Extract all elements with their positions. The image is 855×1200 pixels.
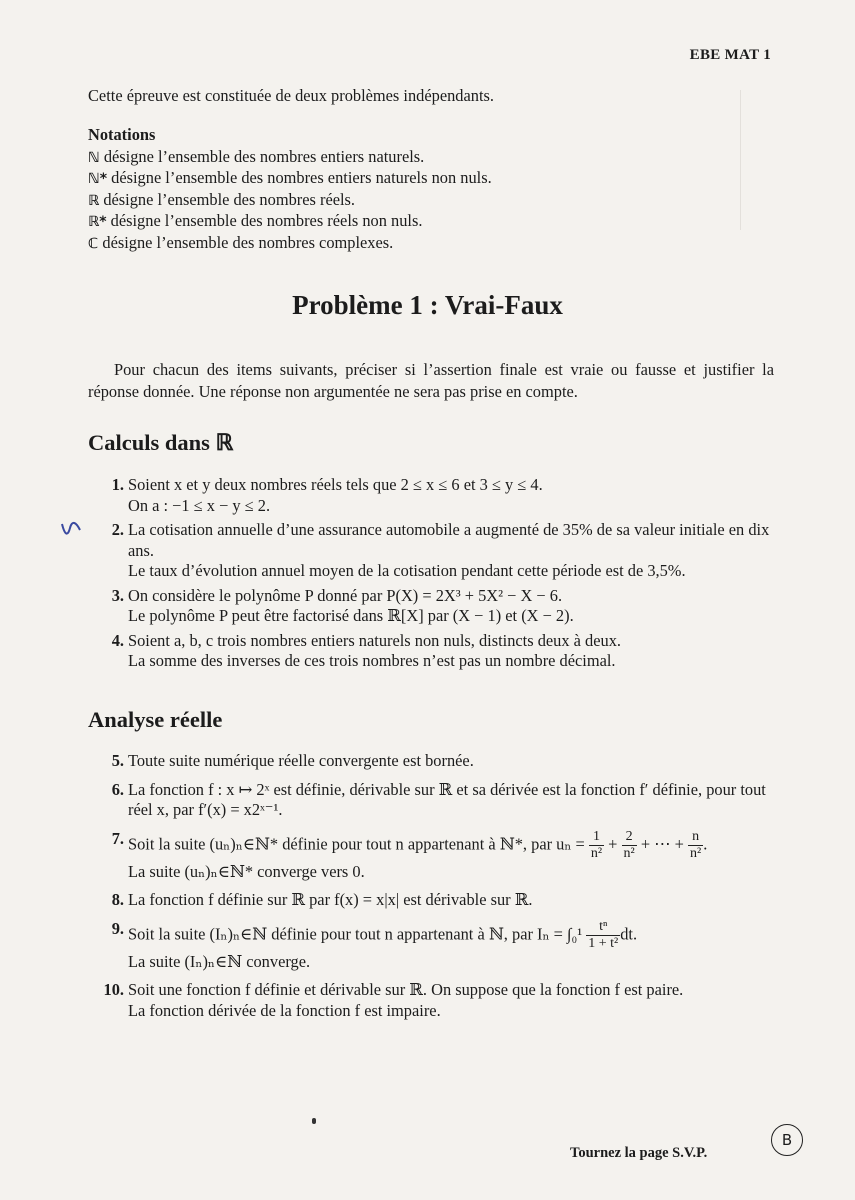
items-calculs — [88, 475, 778, 672]
list-item: 5. Toute suite numérique réelle convergente est bornée. — [111, 751, 474, 770]
problem-title: Problème 1 : Vrai-Faux — [292, 290, 563, 320]
handwritten-mark-icon — [60, 520, 82, 538]
list-item: 3. On considère le polynôme P donné par P(X) = 2X³ + 5X² − X − 6. Le polynôme P peut être factorisé dans ℝ[X] par (X − 1) et (X − 2). — [111, 585, 574, 625]
ink-speck — [312, 1118, 316, 1124]
list-item: 4. Soient a, b, c trois nombres entiers naturels non nuls, distincts deux à deux. La somme des inverses de ces trois nombres n’est pas un nombre décimal. — [111, 630, 621, 670]
exam-code: EBE MAT 1 — [689, 47, 771, 63]
list-item: 6. La fonction f : x ↦ 2ˣ est définie, dérivable sur ℝ et sa dérivée est la fonction f′ définie, pour tout réel x, par f′(x) = x2ˣ⁻¹. — [111, 779, 766, 819]
list-item: 10. Soit une fonction f définie et dérivable sur ℝ. On suppose que la fonction f est paire. La fonction dérivée de la fonction f est impaire. — [103, 980, 684, 1020]
list-item: 8. La fonction f définie sur ℝ par f(x) = x|x| est dérivable sur ℝ. — [111, 890, 533, 909]
problem-instructions: Pour chacun des items suivants, préciser si l’assertion finale est vraie ou fausse et justifier la réponse donnée. Une réponse non argumentée ne sera pas prise en compte. — [88, 360, 774, 401]
notation-line: ℕ* désigne l’ensemble des nombres entiers naturels non nuls. — [88, 168, 492, 187]
list-item: 9. Soit la suite (Iₙ)ₙ∈ℕ définie pour tout n appartenant à ℕ, par Iₙ = ∫₀¹ $\frac{\text{tⁿ}}{\text{1 + t²}}$ dt. La suite (Iₙ)ₙ∈ℕ converge. — [111, 918, 638, 971]
intro-text: Cette épreuve est constituée de deux problèmes indépendants. — [88, 86, 494, 105]
notation-line: ℂ désigne l’ensemble des nombres complexes. — [88, 232, 394, 252]
notations-title: Notations — [88, 125, 156, 144]
notation-line: ℝ* désigne l’ensemble des nombres réels non nuls. — [88, 211, 423, 230]
footer-turn-page: Tournez la page S.V.P. — [570, 1145, 708, 1161]
page-badge: B — [771, 1124, 803, 1156]
notation-line: ℝ désigne l’ensemble des nombres réels. — [88, 189, 356, 209]
notation-line: ℕ désigne l’ensemble des nombres entiers naturels. — [88, 146, 425, 166]
section-calculs: Calculs dans ℝ — [88, 430, 234, 455]
items-analyse — [88, 751, 778, 1021]
list-item: 2. La cotisation annuelle d’une assurance automobile a augmenté de 35% de sa valeur initiale en dix ans. Le taux d’évolution annuel moyen de la cotisation pendant cette période est de 3,5%. — [111, 520, 770, 580]
list-item: 7. Soit la suite (uₙ)ₙ∈ℕ* définie pour tout n appartenant à ℕ*, par uₙ = $\frac{1}{\text{n²}}$ + $\frac{2}{\text{n²}}$ + ⋯ + $\frac{n}{\text{n²}}$ . La suite (uₙ)ₙ∈ℕ* converge vers 0. — [111, 828, 708, 881]
notations-block — [88, 125, 778, 254]
list-item: 1. Soient x et y deux nombres réels tels que 2 ≤ x ≤ 6 et 3 ≤ y ≤ 4. On a : −1 ≤ x − y ≤ 2. — [111, 475, 543, 515]
section-analyse: Analyse réelle — [88, 707, 223, 732]
